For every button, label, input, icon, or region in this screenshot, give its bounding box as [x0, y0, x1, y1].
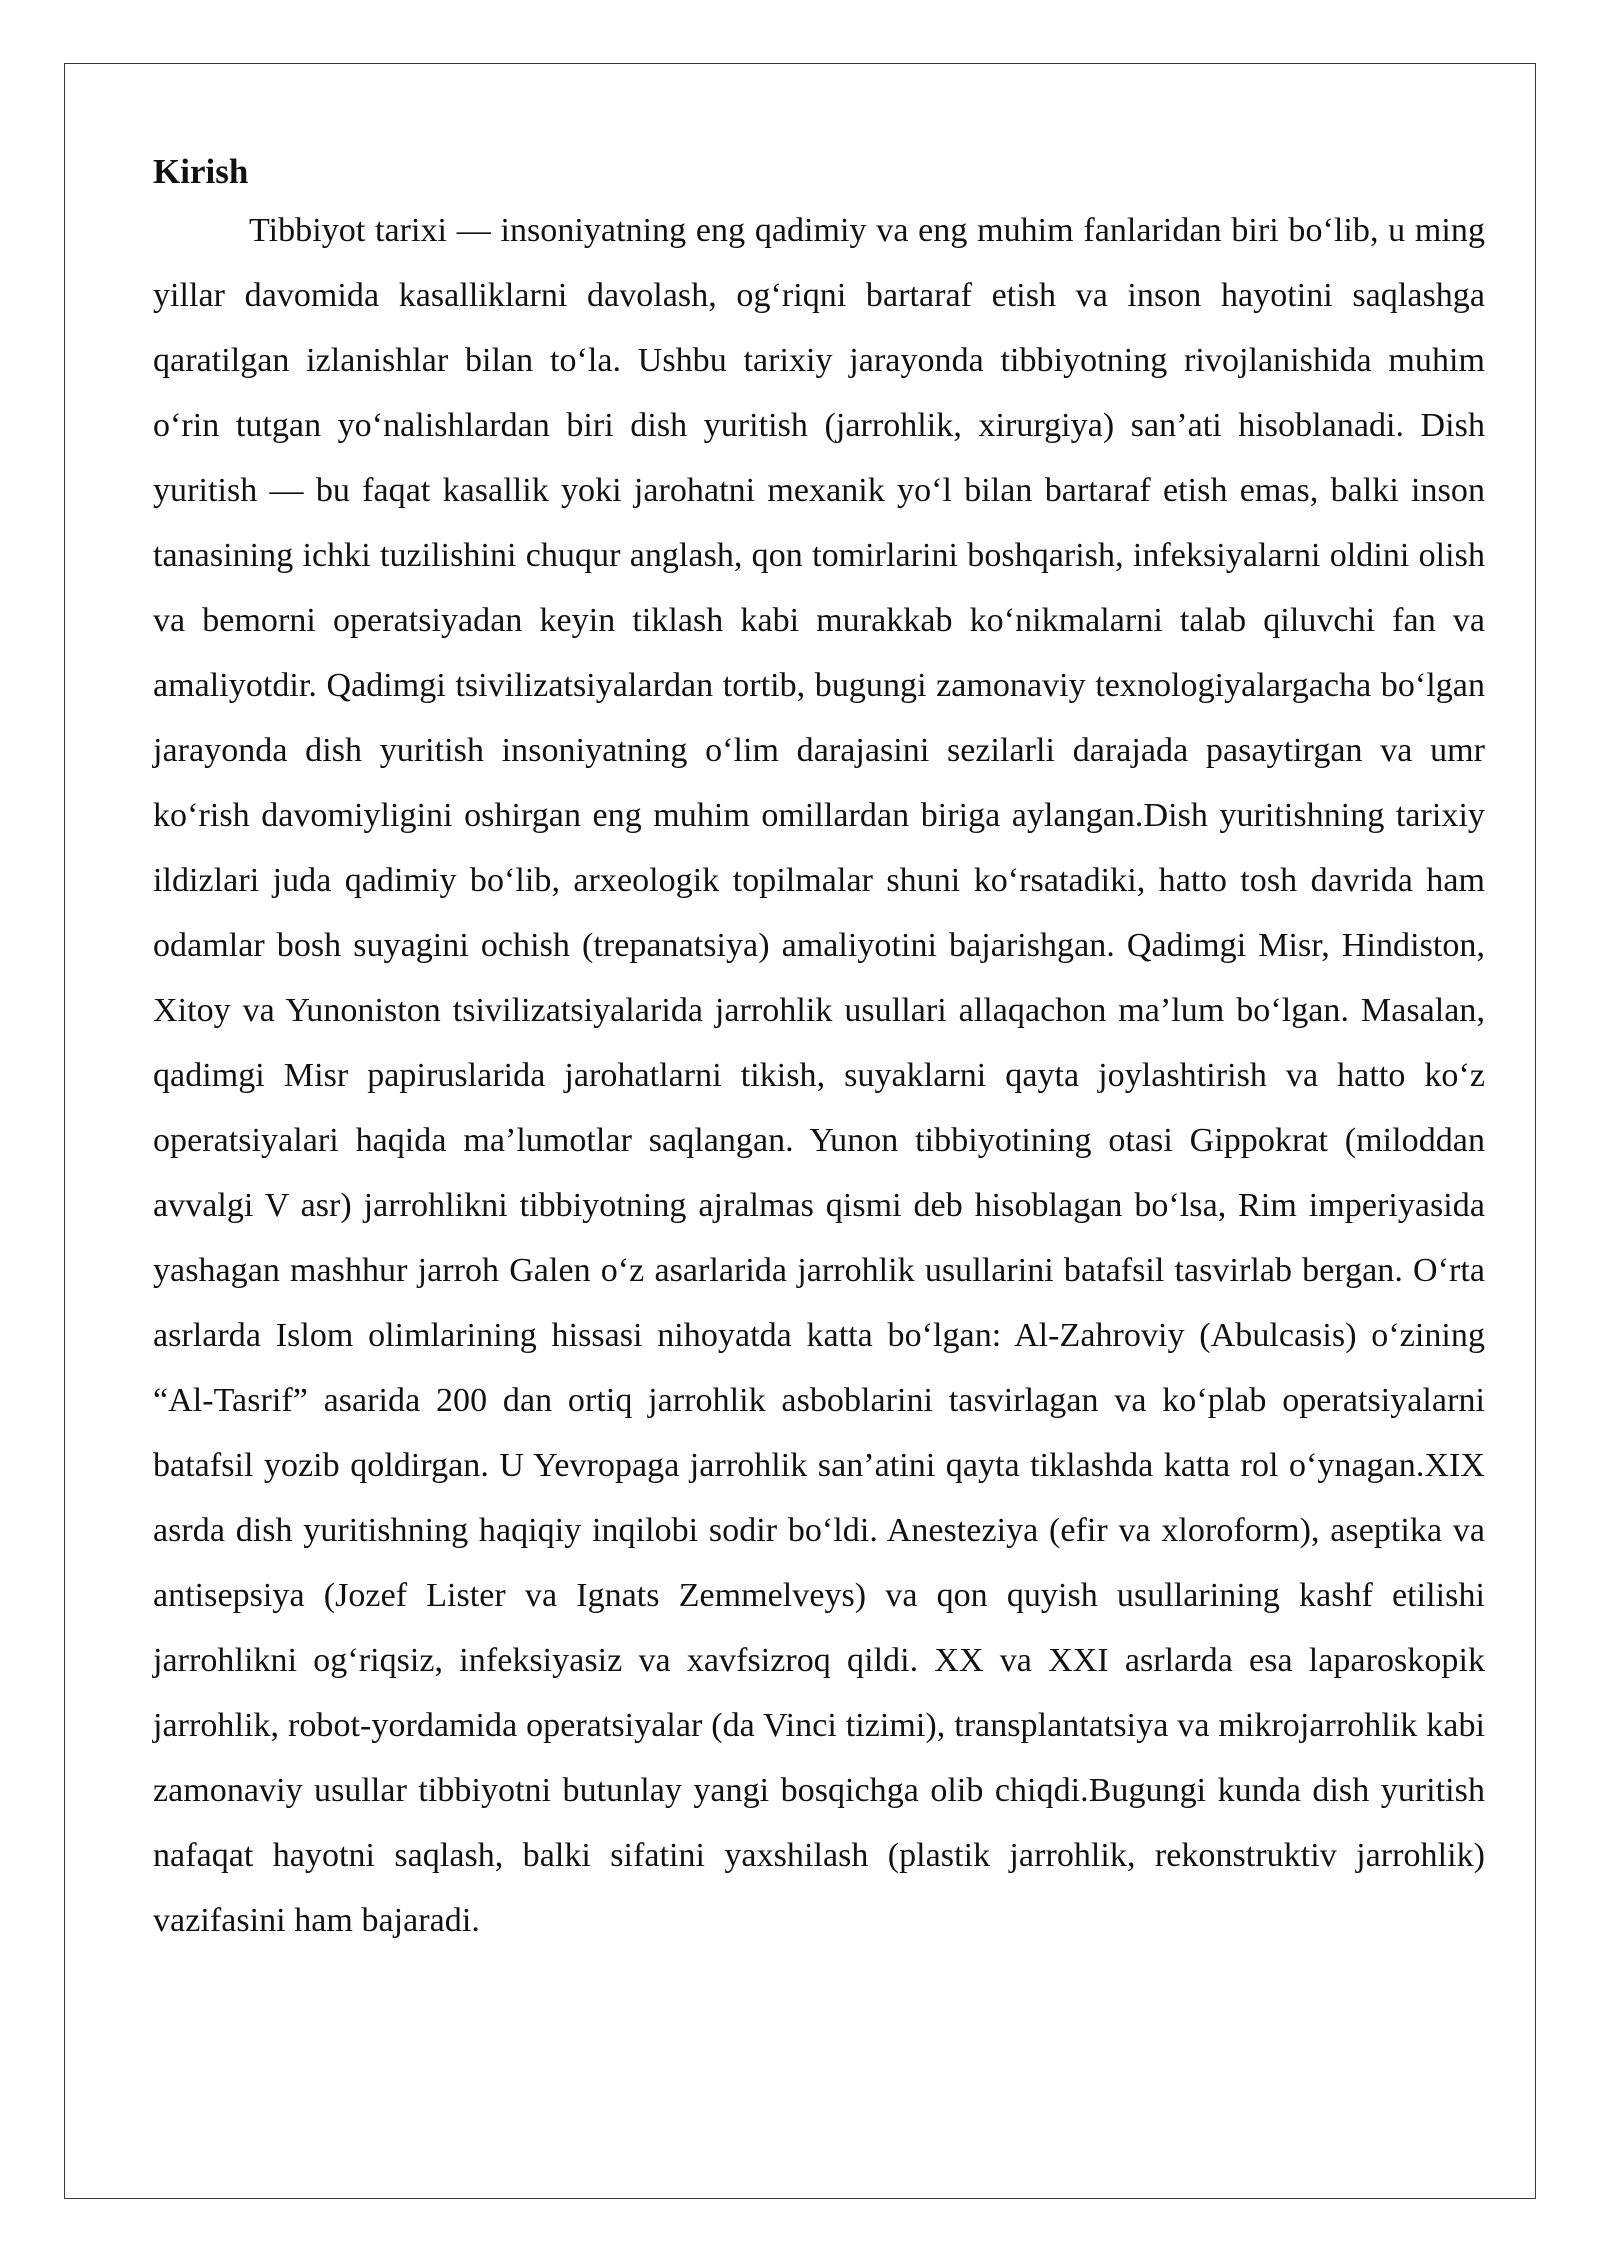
- body-paragraph: Tibbiyot tarixi — insoniyatning eng qadimiy va eng muhim fanlaridan biri bo‘lib, u ming yillar davomida kasalliklarni davolash, og‘riqni bartaraf etish va inson hayotini saqlashga qaratilgan izlanishlar bilan to‘la. Ushbu tarixiy jarayonda tibbiyotning rivojlanishida muhim o‘rin tutgan yo‘nalishlardan biri dish yuritish (jarrohlik, xirurgiya) san’ati hisoblanadi. Dish yuritish — bu faqat kasallik yoki jarohatni mexanik yo‘l bilan bartaraf etish emas, balki inson tanasining ichki tuzilishini chuqur anglash, qon tomirlarini boshqarish, infeksiyalarni oldini olish va bemorni operatsiyadan keyin tiklash kabi murakkab ko‘nikmalarni talab qiluvchi fan va amaliyotdir. Qadimgi tsivilizatsiyalardan tortib, bugungi zamonaviy texnologiyalargacha bo‘lgan jarayonda dish yuritish insoniyatning o‘lim darajasini sezilarli darajada pasaytirgan va umr ko‘rish davomiyligini oshirgan eng muhim omillardan biriga aylangan.Dish yuritishning tarixiy ildizlari juda qadimiy bo‘lib, arxeologik topilmalar shuni ko‘rsatadiki, hatto tosh davrida ham odamlar bosh suyagini ochish (trepanatsiya) amaliyotini bajarishgan. Qadimgi Misr, Hindiston, Xitoy va Yunoniston tsivilizatsiyalarida jarrohlik usullari allaqachon ma’lum bo‘lgan. Masalan, qadimgi Misr papiruslarida jarohatlarni tikish, suyaklarni qayta joylashtirish va hatto ko‘z operatsiyalari haqida ma’lumotlar saqlangan. Yunon tibbiyotining otasi Gippokrat (miloddan avvalgi V asr) jarrohlikni tibbiyotning ajralmas qismi deb hisoblagan bo‘lsa, Rim imperiyasida yashagan mashhur jarroh Galen o‘z asarlarida jarrohlik usullarini batafsil tasvirlab bergan. O‘rta asrlarda Islom olimlarining hissasi nihoyatda katta bo‘lgan: Al-Zahroviy (Abulcasis) o‘zining “Al-Tasrif” asarida 200 dan ortiq jarrohlik asboblarini tasvirlagan va ko‘plab operatsiyalarni batafsil yozib qoldirgan. U Yevropaga jarrohlik san’atini qayta tiklashda katta rol o‘ynagan.XIX asrda dish yuritishning haqiqiy inqilobi sodir bo‘ldi. Anesteziya (efir va xloroform), aseptika va antisepsiya (Jozef Lister va Ignats Zemmelveys) va qon quyish usullarining kashf etilishi jarrohlikni og‘riqsiz, infeksiyasiz va xavfsizroq qildi. XX va XXI asrlarda esa laparoskopik jarrohlik, robot-yordamida operatsiyalar (da Vinci tizimi), transplantatsiya va mikrojarrohlik kabi zamonaviy usullar tibbiyotni butunlay yangi bosqichga olib chiqdi.Bugungi kunda dish yuritish nafaqat hayotni saqlash, balki sifatini yaxshilash (plastik jarrohlik, rekonstruktiv jarrohlik) vazifasini ham bajaradi.: [153, 212, 1485, 1939]
- document-body: [153, 146, 1485, 1953]
- section-heading: Kirish: [153, 152, 249, 191]
